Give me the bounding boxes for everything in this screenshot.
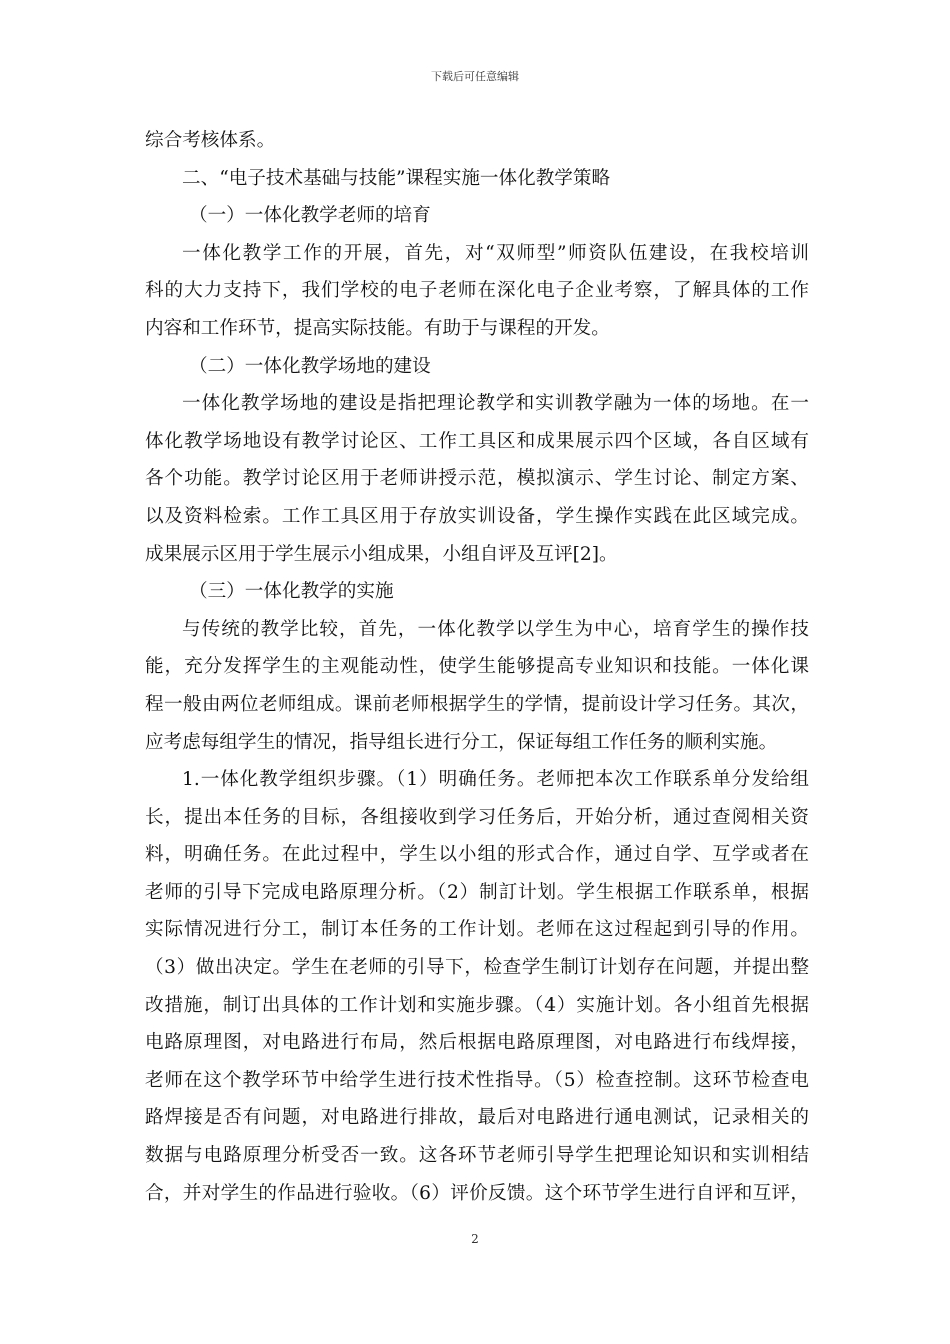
- text-line: 路焊接是否有问题，对电路进行排故，最后对电路进行通电测试，记录相关的: [145, 1107, 809, 1129]
- document-body: [145, 122, 809, 1212]
- text-line: 老师在这个教学环节中给学生进行技术性指导。（5）检查控制。这环节检查电: [145, 1069, 809, 1091]
- text-line: 以及资料检索。工作工具区用于存放实训设备，学生操作实践在此区域完成。: [145, 505, 809, 527]
- text-line: 改措施，制订出具体的工作计划和实施步骤。（4）实施计划。各小组首先根据: [145, 994, 809, 1016]
- text-line: 科的大力支持下，我们学校的电子老师在深化电子企业考察，了解具体的工作: [145, 280, 809, 302]
- text-line: 电路原理图，对电路进行布局，然后根据电路原理图，对电路进行布线焊接，: [145, 1032, 809, 1054]
- text-line: 各个功能。教学讨论区用于老师讲授示范，模拟演示、学生讨论、制定方案、: [145, 468, 809, 490]
- text-line: 能，充分发挥学生的主观能动性，使学生能够提高专业知识和技能。一体化课: [145, 656, 809, 678]
- subsection-heading: （一）一体化教学老师的培育: [189, 205, 431, 227]
- text-line: 1.一体化教学组织步骤。（1）明确任务。老师把本次工作联系单分发给组: [182, 769, 809, 791]
- text-line: 成果展示区用于学生展示小组成果，小组自评及互评[2]。: [145, 543, 618, 565]
- text-line: 综合考核体系。: [145, 130, 276, 151]
- text-line: 一体化教学场地的建设是指把理论教学和实训教学融为一体的场地。在一: [182, 393, 809, 415]
- text-line: 料，明确任务。在此过程中，学生以小组的形式合作，通过自学、互学或者在: [145, 844, 809, 866]
- text-line: 应考虑每组学生的情况，指导组长进行分工，保证每组工作任务的顺利实施。: [145, 731, 778, 753]
- section-heading: 二、“电子技术基础与技能”课程实施一体化教学策略: [182, 167, 611, 189]
- text-line: 一体化教学工作的开展，首先，对“双师型”师资队伍建设，在我校培训: [182, 242, 809, 264]
- page-number: 2: [471, 1232, 479, 1246]
- text-line: 体化教学场地设有教学讨论区、工作工具区和成果展示四个区域，各自区域有: [145, 430, 809, 452]
- text-line: 合，并对学生的作品进行验收。（6）评价反馈。这个环节学生进行自评和互评，: [145, 1182, 809, 1204]
- text-line: 实际情况进行分工，制订本任务的工作计划。老师在这过程起到引导的作用。: [145, 919, 809, 941]
- page-header: 下载后可任意编辑: [431, 70, 519, 83]
- text-line: 长，提出本任务的目标，各组接收到学习任务后，开始分析，通过查阅相关资: [145, 806, 809, 828]
- text-line: 与传统的教学比较，首先，一体化教学以学生为中心，培育学生的操作技: [182, 618, 809, 640]
- text-line: 老师的引导下完成电路原理分析。（2）制訂计划。学生根据工作联系单，根据: [145, 881, 809, 903]
- text-line: 内容和工作环节，提高实际技能。有助于与课程的开发。: [145, 317, 610, 339]
- text-line: 数据与电路原理分析受否一致。这各环节老师引导学生把理论知识和实训相结: [145, 1145, 809, 1167]
- text-line: （3）做出决定。学生在老师的引导下，检查学生制订计划存在问题，并提出整: [145, 957, 809, 979]
- subsection-heading: （二）一体化教学场地的建设: [189, 355, 431, 377]
- subsection-heading: （三）一体化教学的实施: [189, 581, 394, 603]
- text-line: 程一般由两位老师组成。课前老师根据学生的学情，提前设计学习任务。其次，: [145, 693, 809, 715]
